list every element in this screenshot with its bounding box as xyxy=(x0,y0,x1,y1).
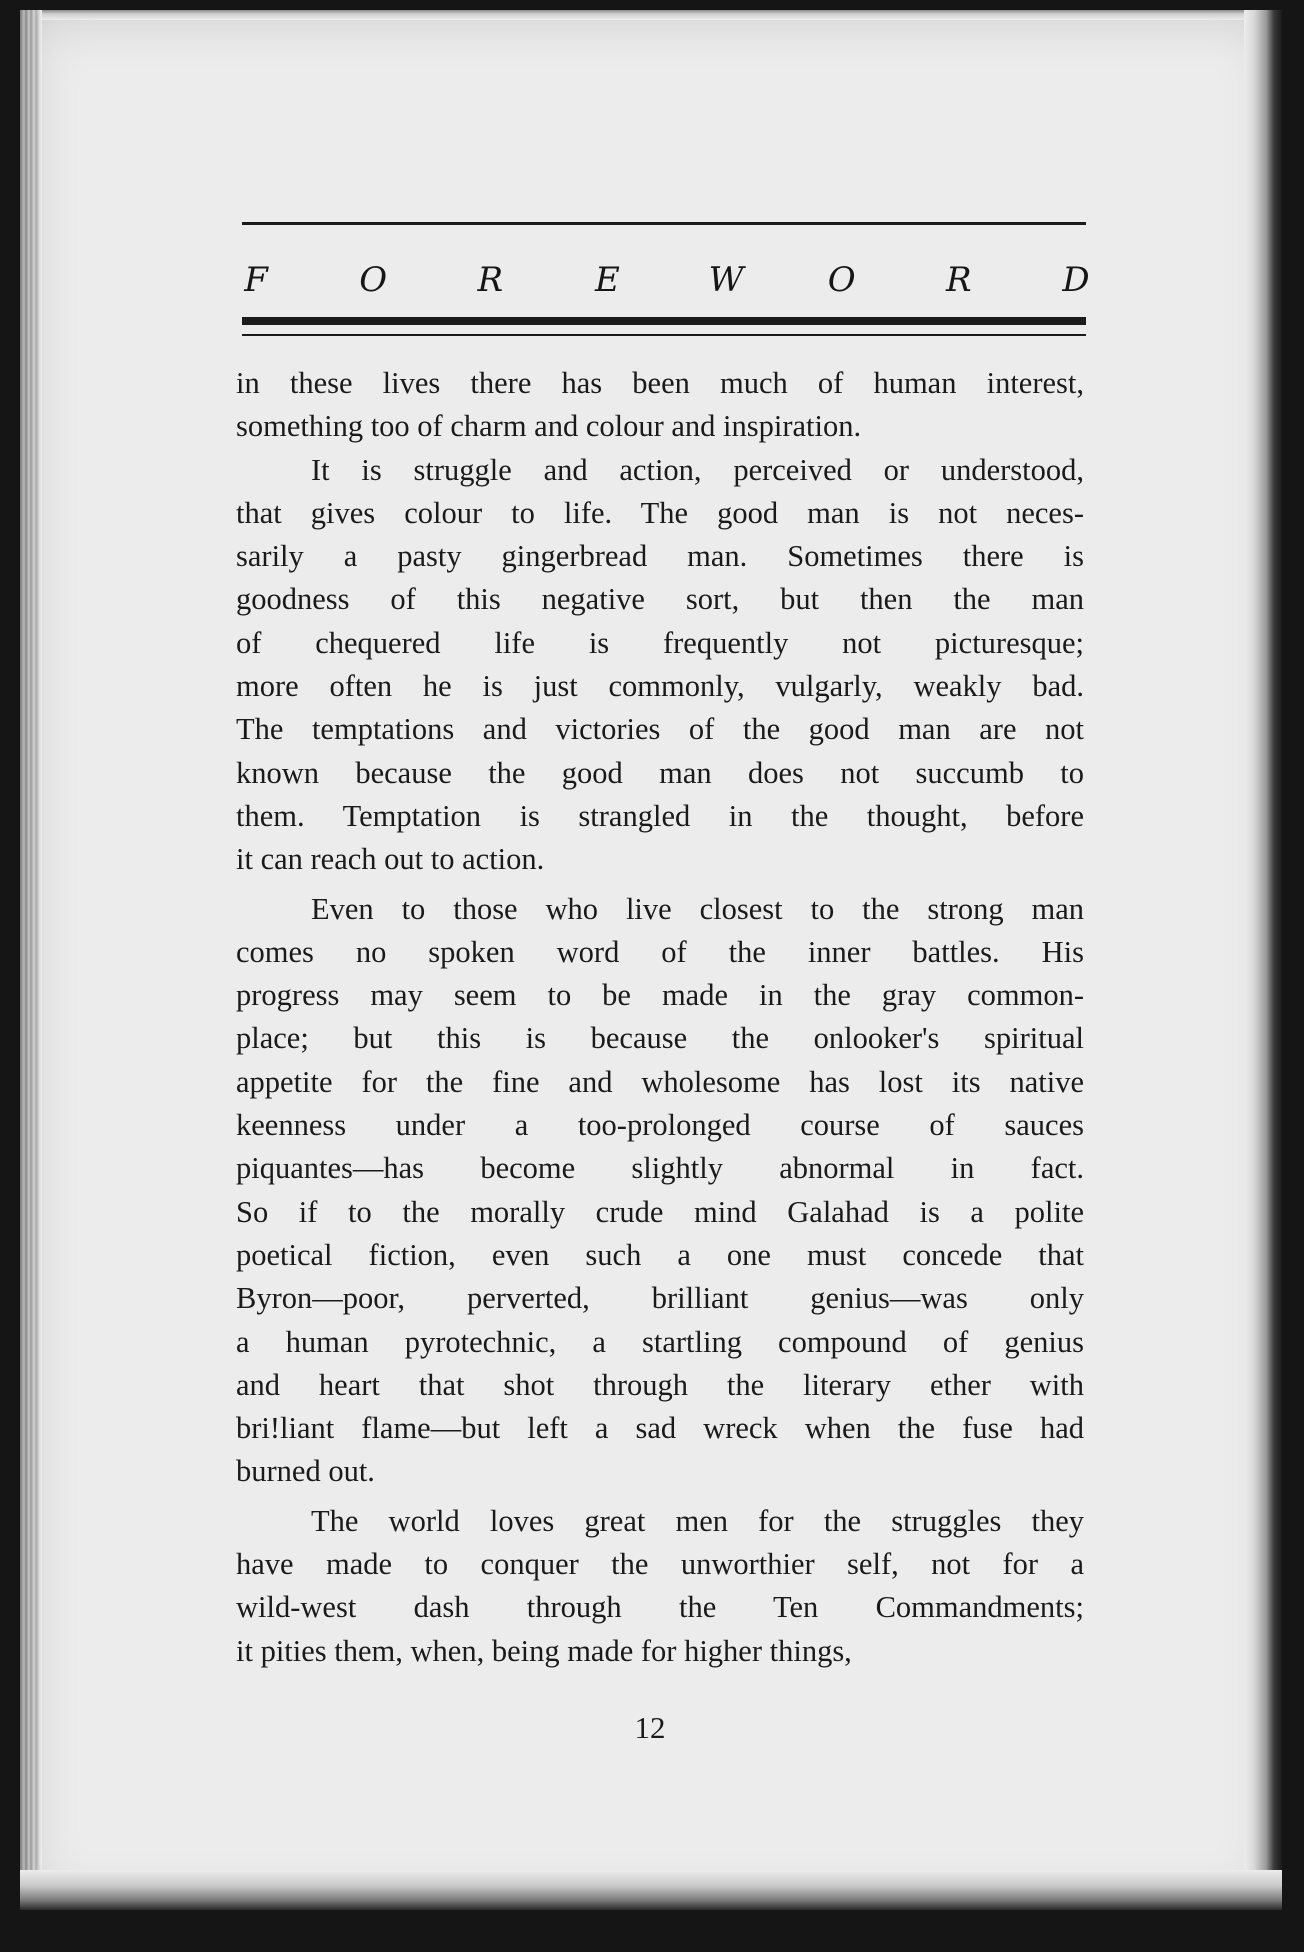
text-line: So if to the morally crude mind Galahad is a polite xyxy=(236,1194,1084,1229)
text-line: have made to conquer the unworthier self, not for a xyxy=(236,1547,1084,1582)
text-line: wild-west dash through the Ten Commandments; xyxy=(236,1590,1084,1625)
text-line: The temptations and victories of the good man are not xyxy=(236,712,1084,747)
text-line: it pities them, when, being made for higher things, xyxy=(236,1633,852,1668)
page-edge-right xyxy=(1244,10,1282,1910)
page-edge-bottom xyxy=(20,1870,1282,1910)
text-line: them. Temptation is strangled in the thought, before xyxy=(236,798,1084,833)
heading-letter: E xyxy=(595,260,620,300)
text-line: poetical fiction, even such a one must concede that xyxy=(236,1237,1084,1272)
page-edge-top xyxy=(20,10,1282,20)
text-line: piquantes—has become slightly abnormal in fact. xyxy=(236,1151,1084,1186)
text-line: that gives colour to life. The good man is not neces- xyxy=(236,495,1084,530)
text-line: Even to those who live closest to the strong man xyxy=(311,891,1084,926)
page-number: 12 xyxy=(634,1710,666,1745)
text-line: progress may seem to be made in the gray common- xyxy=(236,978,1084,1013)
paragraph xyxy=(236,1500,1084,1673)
text-line: it can reach out to action. xyxy=(236,842,545,877)
text-line: goodness of this negative sort, but then the man xyxy=(236,582,1084,617)
text-line: something too of charm and colour and inspiration. xyxy=(236,409,862,444)
text-line: of chequered life is frequently not picturesque; xyxy=(236,625,1084,660)
text-line: bri!liant flame—but left a sad wreck when the fuse had xyxy=(236,1411,1084,1446)
text-line: and heart that shot through the literary ether with xyxy=(236,1367,1084,1402)
text-line: The world loves great men for the struggles they xyxy=(311,1503,1084,1538)
header-rule-thin xyxy=(242,334,1086,336)
text-line: a human pyrotechnic, a startling compound of genius xyxy=(236,1324,1084,1359)
paragraph xyxy=(236,449,1084,882)
heading-letter: R xyxy=(946,260,972,300)
body-text xyxy=(236,362,1084,1673)
paragraph xyxy=(236,888,1084,1494)
text-line: keenness under a too-prolonged course of sauces xyxy=(236,1108,1084,1143)
text-line: Byron—poor, perverted, brilliant genius—was only xyxy=(236,1281,1084,1316)
text-line: place; but this is because the onlooker's spiritual xyxy=(236,1021,1084,1056)
heading-letter: D xyxy=(1062,260,1090,300)
page-edge-left xyxy=(20,10,42,1910)
header-rule-top xyxy=(242,222,1086,225)
text-line: sarily a pasty gingerbread man. Sometimes there is xyxy=(236,539,1084,574)
chapter-heading xyxy=(240,252,1092,308)
text-line: burned out. xyxy=(236,1454,375,1489)
heading-letter: W xyxy=(708,260,744,300)
text-line: appetite for the fine and wholesome has lost its native xyxy=(236,1064,1084,1099)
header-rule-thick xyxy=(242,317,1086,325)
heading-letter: O xyxy=(827,260,856,300)
heading-letter: F xyxy=(244,260,268,300)
heading-letter: R xyxy=(477,260,504,300)
paragraph xyxy=(236,362,1084,449)
text-line: in these lives there has been much of human interest, xyxy=(236,366,1084,400)
text-line: It is struggle and action, perceived or understood, xyxy=(311,452,1084,487)
text-line: more often he is just commonly, vulgarly, weakly bad. xyxy=(236,669,1084,704)
text-line: comes no spoken word of the inner battles. His xyxy=(236,934,1084,969)
heading-letter: O xyxy=(359,260,388,300)
text-line: known because the good man does not succumb to xyxy=(236,755,1084,790)
